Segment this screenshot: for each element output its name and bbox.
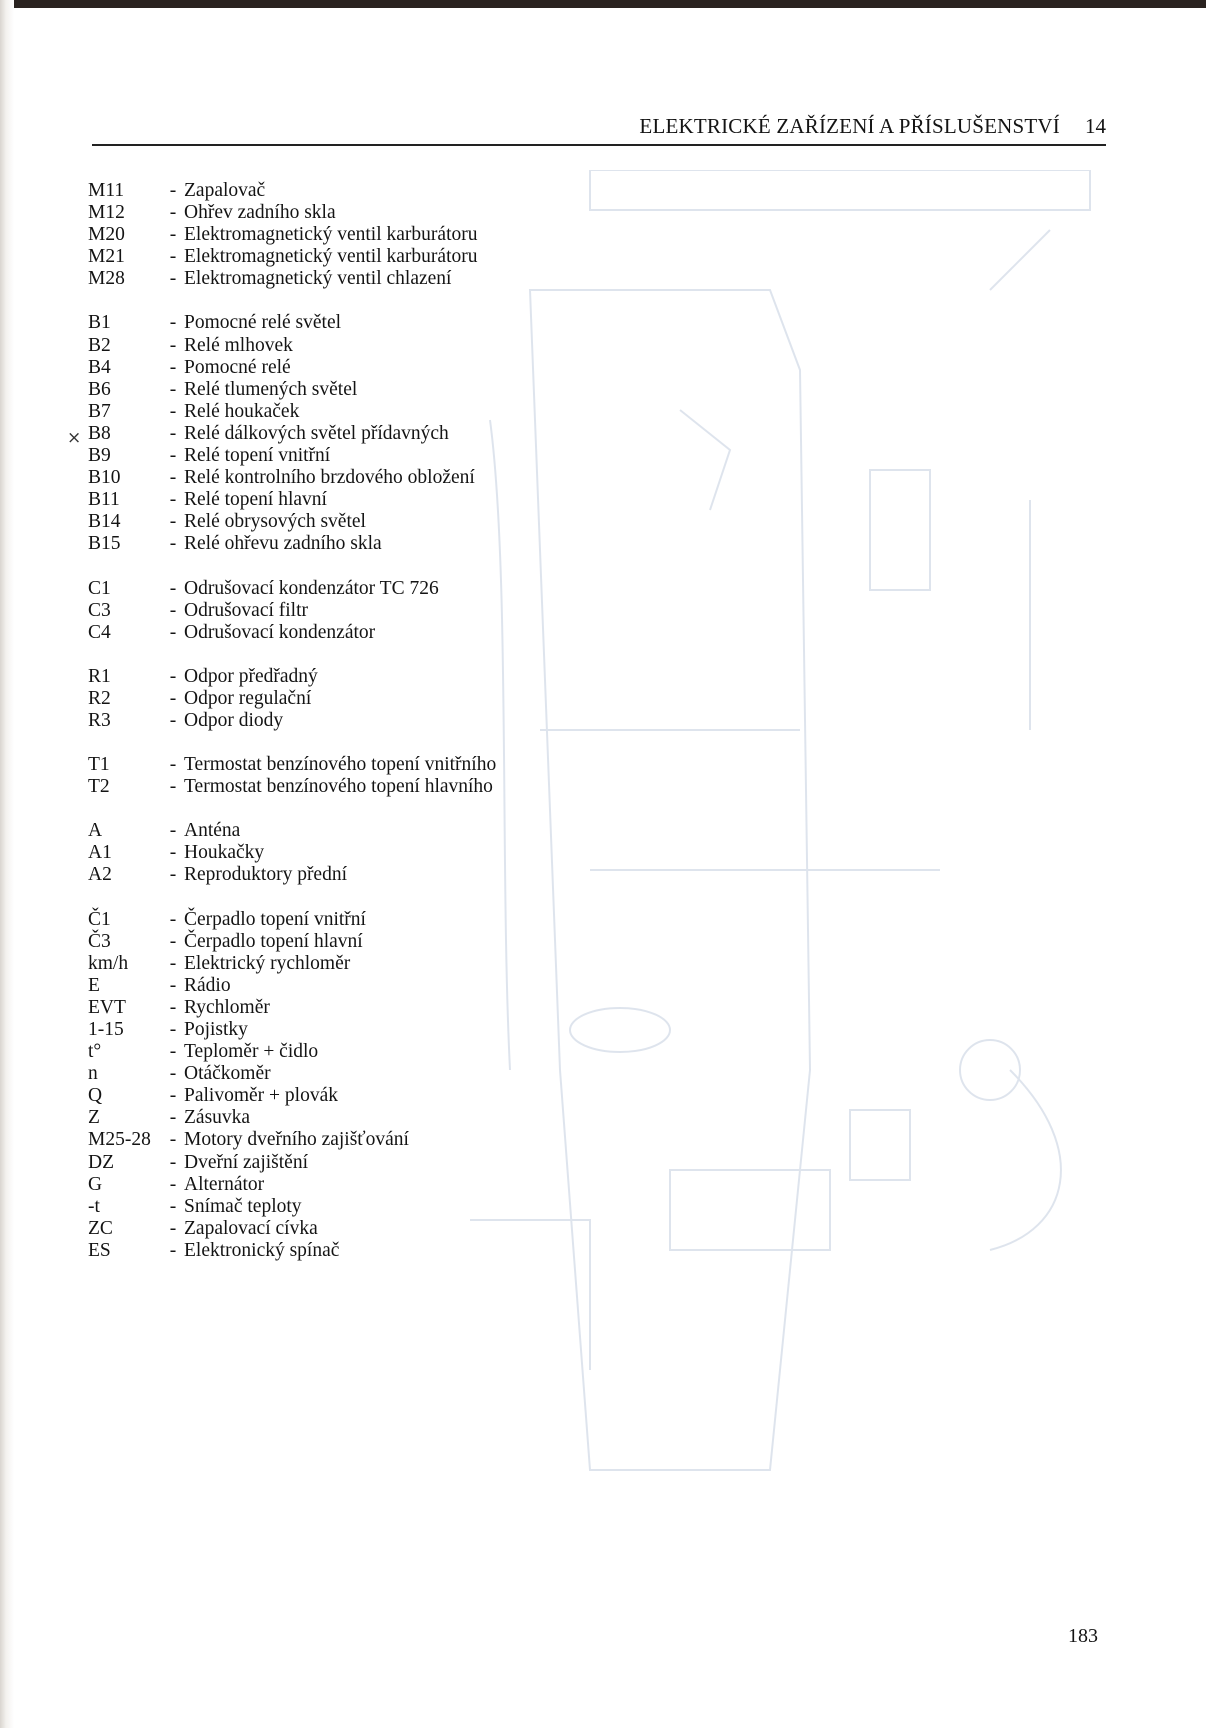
legend-row (88, 997, 608, 1019)
component-description: Odrušovací kondenzátor TC 726 (184, 577, 439, 599)
separator-dash: - (169, 489, 177, 511)
component-code: Q (88, 1085, 103, 1107)
separator-dash: - (169, 577, 177, 599)
legend-row (88, 754, 608, 776)
margin-cross-mark: × (67, 428, 82, 448)
legend-row (88, 357, 608, 379)
separator-dash: - (169, 1063, 177, 1085)
component-description: Anténa (184, 820, 241, 842)
component-code: EVT (88, 996, 126, 1018)
legend-row (88, 1019, 608, 1041)
separator-dash: - (169, 1217, 177, 1239)
component-code: B10 (88, 467, 121, 489)
component-code: Č3 (88, 930, 111, 952)
separator-dash: - (169, 334, 177, 356)
component-description: Zásuvka (184, 1107, 251, 1129)
scan-top-edge (0, 0, 1206, 8)
component-code: T1 (88, 754, 110, 776)
legend-row (88, 312, 608, 334)
component-description: Relé ohřevu zadního skla (184, 533, 382, 555)
legend-group (88, 312, 608, 555)
component-description: Čerpadlo topení vnitřní (184, 908, 366, 930)
separator-dash: - (169, 776, 177, 798)
component-code: M11 (88, 180, 125, 201)
separator-dash: - (169, 400, 177, 422)
component-code: M20 (88, 224, 125, 246)
component-description: Elektronický spínač (184, 1239, 340, 1261)
legend-group (88, 180, 608, 290)
legend-row (88, 268, 608, 290)
legend-group (88, 754, 608, 798)
legend-row (88, 1196, 608, 1218)
legend-row (88, 1129, 608, 1151)
component-code: B15 (88, 533, 121, 555)
component-description: Odrušovací filtr (184, 599, 309, 621)
component-code: Z (88, 1107, 100, 1129)
component-description: Relé tlumených světel (184, 378, 358, 400)
component-code: R1 (88, 665, 111, 687)
legend-row (88, 820, 608, 842)
component-code: B8 (88, 422, 111, 444)
component-description: Čerpadlo topení hlavní (184, 930, 363, 952)
component-code: B9 (88, 445, 111, 467)
component-description: Otáčkoměr (184, 1063, 271, 1085)
separator-dash: - (169, 1239, 177, 1261)
page-number: 183 (1068, 1625, 1098, 1647)
separator-dash: - (169, 445, 177, 467)
component-description: Elektrický rychloměr (184, 952, 351, 974)
component-description: Snímač teploty (184, 1195, 302, 1217)
legend-row (88, 1063, 608, 1085)
component-code: n (88, 1063, 98, 1085)
legend-row (88, 379, 608, 401)
separator-dash: - (169, 908, 177, 930)
separator-dash: - (169, 599, 177, 621)
legend-row (88, 224, 608, 246)
component-description: Ohřev zadního skla (184, 202, 336, 224)
component-code: G (88, 1173, 103, 1195)
legend-row (88, 666, 608, 688)
legend-row (88, 1041, 608, 1063)
separator-dash: - (169, 533, 177, 555)
legend-row (88, 511, 608, 533)
component-description: Relé kontrolního brzdového obložení (184, 467, 475, 489)
component-code: -t (88, 1195, 100, 1217)
legend-row (88, 622, 608, 644)
separator-dash: - (169, 511, 177, 533)
legend-row (88, 180, 608, 202)
legend-row (88, 401, 608, 423)
running-header (92, 112, 1106, 146)
legend-row (88, 533, 608, 555)
legend-row (88, 953, 608, 975)
scan-binding-edge (0, 0, 14, 1728)
component-code: ES (88, 1239, 111, 1261)
component-code: C3 (88, 599, 111, 621)
component-description: Pomocné relé světel (184, 312, 342, 334)
separator-dash: - (169, 709, 177, 731)
component-description: Reproduktory přední (184, 864, 348, 886)
separator-dash: - (169, 180, 177, 201)
component-code: R3 (88, 709, 111, 731)
component-code: km/h (88, 952, 129, 974)
legend-row (88, 1174, 608, 1196)
separator-dash: - (169, 996, 177, 1018)
separator-dash: - (169, 930, 177, 952)
separator-dash: - (169, 356, 177, 378)
component-description: Relé topení vnitřní (184, 445, 331, 467)
component-code: A2 (88, 864, 112, 886)
legend-row (88, 202, 608, 224)
separator-dash: - (169, 621, 177, 643)
chapter-number: 14 (1085, 114, 1106, 138)
legend-row (88, 423, 608, 445)
legend-row (88, 1107, 608, 1129)
component-code: E (88, 974, 100, 996)
component-description: Termostat benzínového topení hlavního (184, 776, 493, 798)
component-description: Termostat benzínového topení vnitřního (184, 754, 497, 776)
separator-dash: - (169, 1195, 177, 1217)
separator-dash: - (169, 665, 177, 687)
component-code: B6 (88, 378, 111, 400)
legend-group (88, 820, 608, 886)
separator-dash: - (169, 246, 177, 268)
component-description: Relé topení hlavní (184, 489, 327, 511)
separator-dash: - (169, 1019, 177, 1040)
component-description: Zapalovač (184, 180, 266, 201)
component-code: R2 (88, 687, 111, 709)
legend-row (88, 1218, 608, 1240)
component-description: Relé dálkových světel přídavných (184, 422, 449, 444)
component-code: B4 (88, 356, 111, 378)
legend-row (88, 1085, 608, 1107)
legend-row (88, 246, 608, 268)
separator-dash: - (169, 1151, 177, 1173)
separator-dash: - (169, 820, 177, 842)
component-code: M12 (88, 202, 125, 224)
legend-group (88, 578, 608, 644)
legend-row (88, 600, 608, 622)
component-code: ZC (88, 1217, 113, 1239)
component-code: DZ (88, 1151, 114, 1173)
component-description: Palivoměr + plovák (184, 1085, 338, 1107)
component-description: Motory dveřního zajišťování (184, 1129, 409, 1151)
component-description: Elektromagnetický ventil karburátoru (184, 246, 478, 268)
component-description: Elektromagnetický ventil chlazení (184, 268, 452, 290)
component-description: Odpor regulační (184, 687, 312, 709)
component-description: Alternátor (184, 1173, 265, 1195)
component-code: B2 (88, 334, 111, 356)
legend-row (88, 489, 608, 511)
legend-row (88, 1152, 608, 1174)
component-description: Relé obrysových světel (184, 511, 366, 533)
component-description: Odrušovací kondenzátor (184, 621, 376, 643)
legend-row (88, 864, 608, 886)
separator-dash: - (169, 864, 177, 886)
component-description: Relé mlhovek (184, 334, 293, 356)
separator-dash: - (169, 268, 177, 290)
separator-dash: - (169, 467, 177, 489)
component-description: Rádio (184, 974, 231, 996)
legend-row (88, 931, 608, 953)
legend-group (88, 666, 608, 732)
component-description: Odpor diody (184, 709, 284, 731)
legend-row (88, 467, 608, 489)
component-code: M28 (88, 268, 125, 290)
component-description: Houkačky (184, 842, 265, 864)
legend-row (88, 975, 608, 997)
component-code: A (88, 820, 103, 842)
component-code: B1 (88, 312, 111, 334)
component-code: M21 (88, 246, 125, 268)
legend-group (88, 909, 608, 1263)
separator-dash: - (169, 422, 177, 444)
component-description: Relé houkaček (184, 400, 300, 422)
header-title: ELEKTRICKÉ ZAŘÍZENÍ A PŘÍSLUŠENSTVÍ (639, 114, 1060, 138)
component-code: C4 (88, 621, 111, 643)
legend-row (88, 842, 608, 864)
legend-row (88, 710, 608, 732)
component-description: Odpor předřadný (184, 665, 318, 687)
component-code: B14 (88, 511, 121, 533)
component-code: 1-15 (88, 1019, 124, 1040)
separator-dash: - (169, 1041, 177, 1063)
component-description: Rychloměr (184, 996, 270, 1018)
component-code: t° (88, 1041, 102, 1063)
legend-row (88, 578, 608, 600)
legend-row (88, 776, 608, 798)
component-description: Teploměr + čidlo (184, 1041, 319, 1063)
component-code: C1 (88, 577, 111, 599)
separator-dash: - (169, 224, 177, 246)
separator-dash: - (169, 974, 177, 996)
legend-row (88, 1240, 608, 1262)
component-code: B11 (88, 489, 120, 511)
component-code: A1 (88, 842, 112, 864)
separator-dash: - (169, 1129, 177, 1151)
component-code: T2 (88, 776, 110, 798)
separator-dash: - (169, 1173, 177, 1195)
component-legend (88, 180, 608, 1284)
separator-dash: - (169, 842, 177, 864)
component-description: Elektromagnetický ventil karburátoru (184, 224, 478, 246)
separator-dash: - (169, 754, 177, 776)
separator-dash: - (169, 1107, 177, 1129)
separator-dash: - (169, 202, 177, 224)
separator-dash: - (169, 687, 177, 709)
component-code: Č1 (88, 908, 111, 930)
separator-dash: - (169, 952, 177, 974)
separator-dash: - (169, 312, 177, 334)
component-description: Dveřní zajištění (184, 1151, 308, 1173)
component-description: Zapalovací cívka (184, 1217, 318, 1239)
legend-row (88, 688, 608, 710)
component-description: Pojistky (184, 1019, 248, 1040)
component-code: B7 (88, 400, 111, 422)
legend-row (88, 909, 608, 931)
component-code: M25-28 (88, 1129, 151, 1151)
separator-dash: - (169, 378, 177, 400)
legend-row (88, 445, 608, 467)
component-description: Pomocné relé (184, 356, 291, 378)
legend-row (88, 335, 608, 357)
separator-dash: - (169, 1085, 177, 1107)
